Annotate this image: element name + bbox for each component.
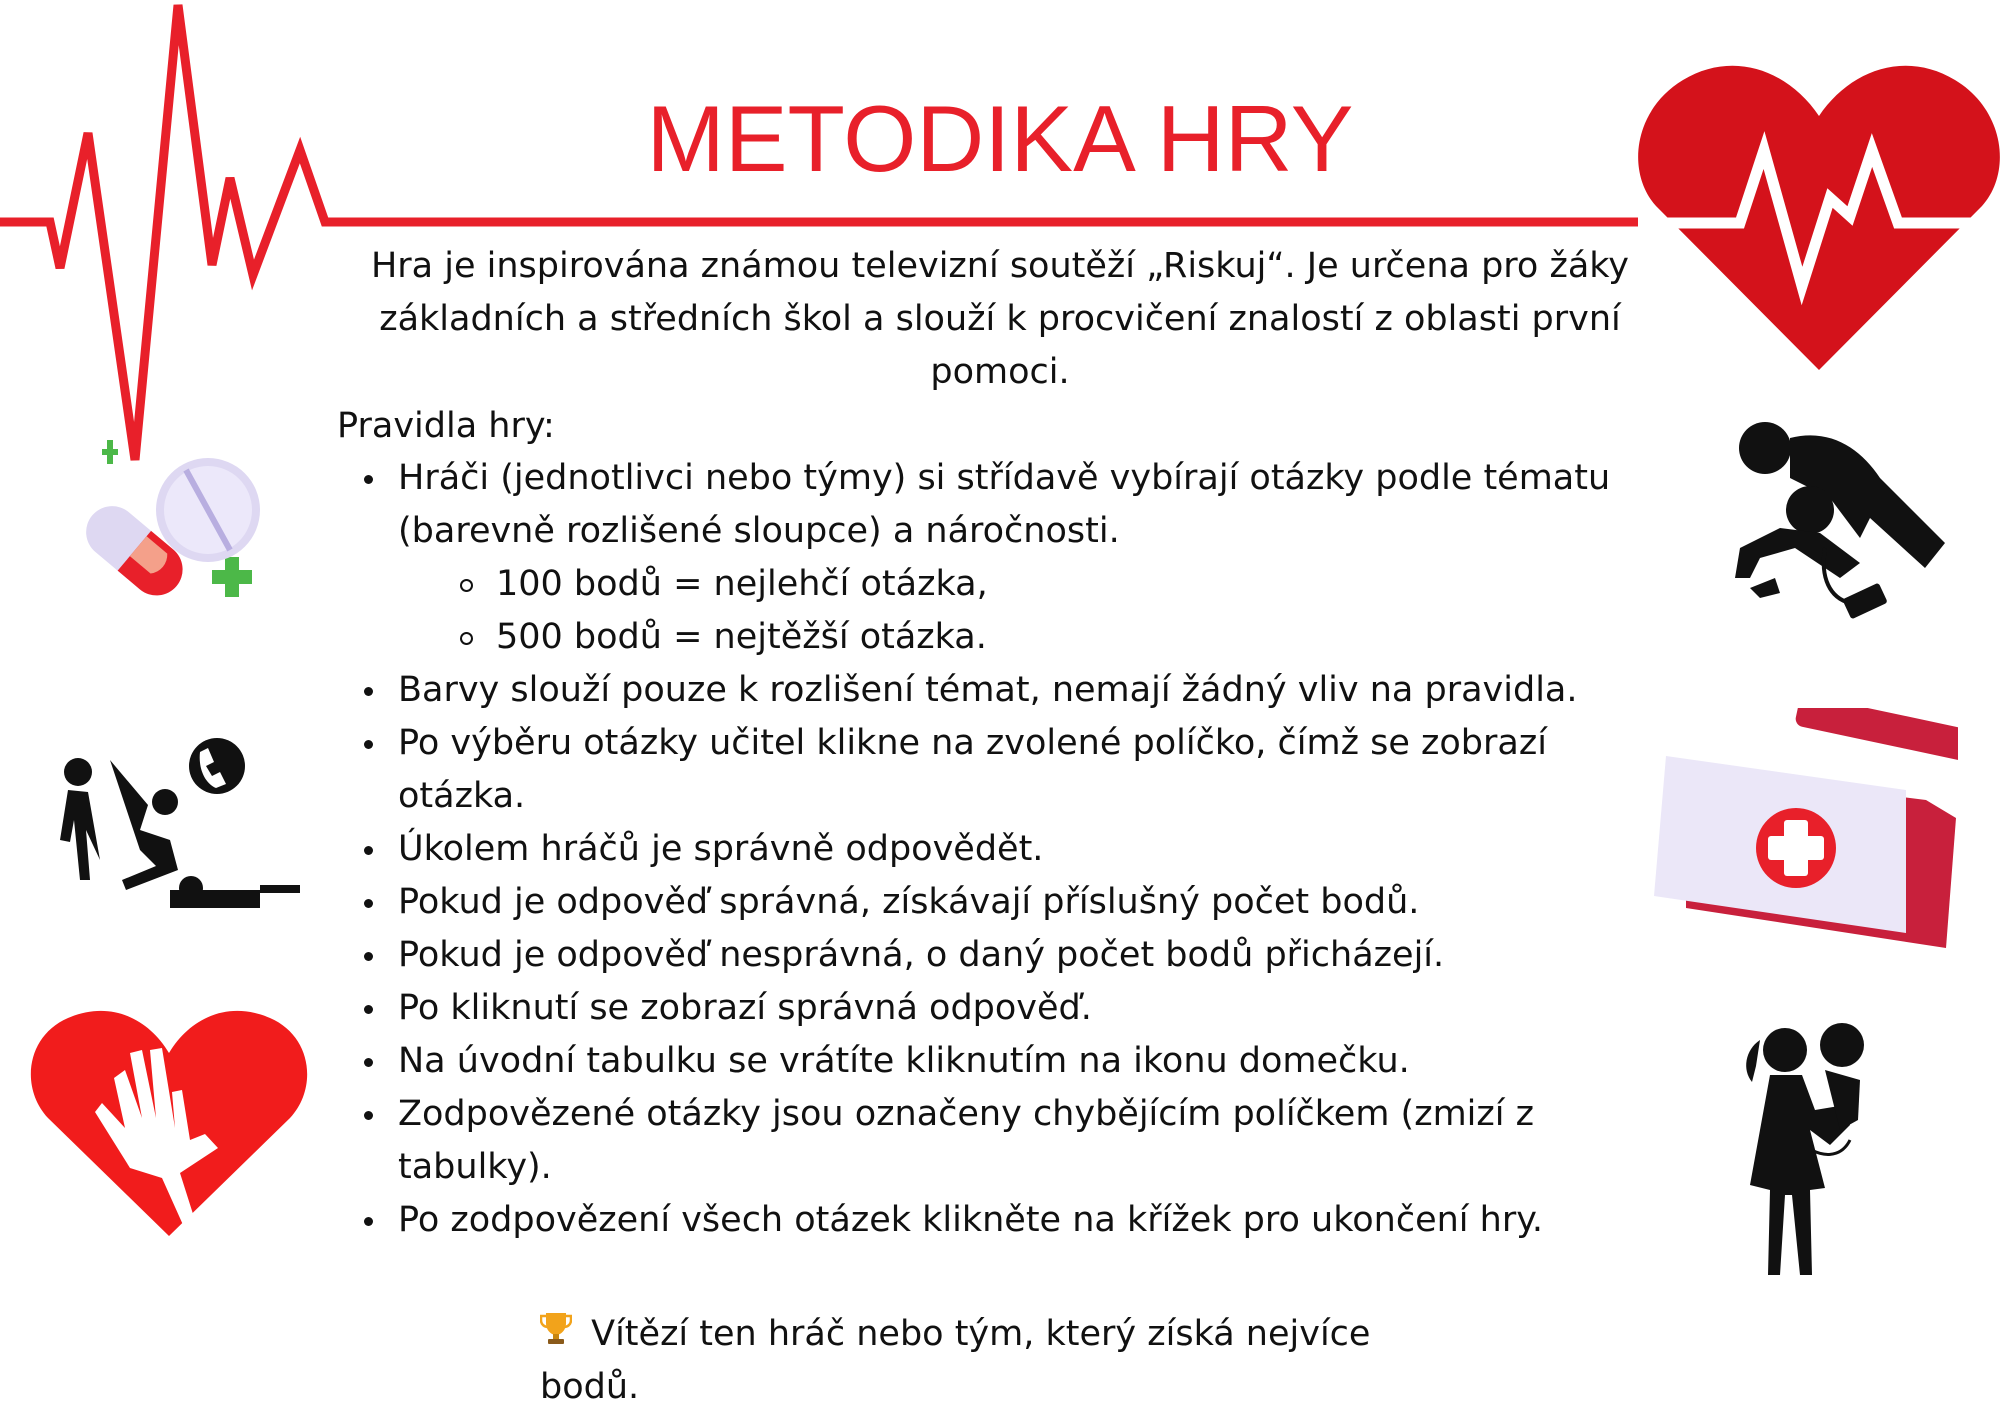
sub-rules-list <box>398 558 1650 664</box>
list-item <box>360 452 1650 664</box>
list-item: 500 bodů = nejtěžší otázka. <box>398 611 1650 664</box>
emergency-call-icon <box>30 730 315 920</box>
list-item: Na úvodní tabulku se vrátíte kliknutím na ikonu domečku. <box>360 1035 1650 1088</box>
list-item: Zodpovězené otázky jsou označeny chybějícím políčkem (zmizí z tabulky). <box>360 1088 1650 1194</box>
intro-text: Hra je inspirována známou televizní soutěží „Riskuj“. Je určena pro žáky základních a středních škol a slouží k procvičení znalostí z oblasti první pomoci. <box>370 246 1630 392</box>
heimlich-maneuver-icon <box>1730 1010 1890 1275</box>
page-title: METODIKA HRY <box>646 86 1354 191</box>
winner-line <box>540 1308 1460 1414</box>
first-aid-kit-icon <box>1646 708 1958 958</box>
list-item: Úkolem hráčů je správně odpovědět. <box>360 823 1650 876</box>
list-item: 100 bodů = nejlehčí otázka, <box>398 558 1650 611</box>
list-item: Po zodpovězení všech otázek klikněte na křížek pro ukončení hry. <box>360 1194 1650 1247</box>
winner-text: Vítězí ten hráč nebo tým, který získá nejvíce bodů. <box>540 1314 1371 1407</box>
rules-list <box>360 452 1650 1247</box>
trophy-icon <box>540 1308 580 1361</box>
cpr-icon <box>1720 418 1950 628</box>
list-item: Barvy slouží pouze k rozlišení témat, nemají žádný vliv na pravidla. <box>360 664 1650 717</box>
list-item: Po výběru otázky učitel klikne na zvolené políčko, čímž se zobrazí otázka. <box>360 717 1650 823</box>
heartbeat-line-icon <box>0 0 1680 470</box>
rule-text: Hráči (jednotlivci nebo týmy) si střídavě vybírají otázky podle tématu (barevně rozlišené sloupce) a náročnosti. <box>398 458 1611 551</box>
pills-icon <box>60 440 290 640</box>
cpr-heart-icon <box>30 1008 308 1236</box>
list-item: Po kliknutí se zobrazí správná odpověď. <box>360 982 1650 1035</box>
list-item: Pokud je odpověď nesprávná, o daný počet bodů přicházejí. <box>360 929 1650 982</box>
rules-heading: Pravidla hry: <box>337 406 555 446</box>
heart-pulse-icon <box>1638 58 2000 370</box>
list-item: Pokud je odpověď správná, získávají příslušný počet bodů. <box>360 876 1650 929</box>
